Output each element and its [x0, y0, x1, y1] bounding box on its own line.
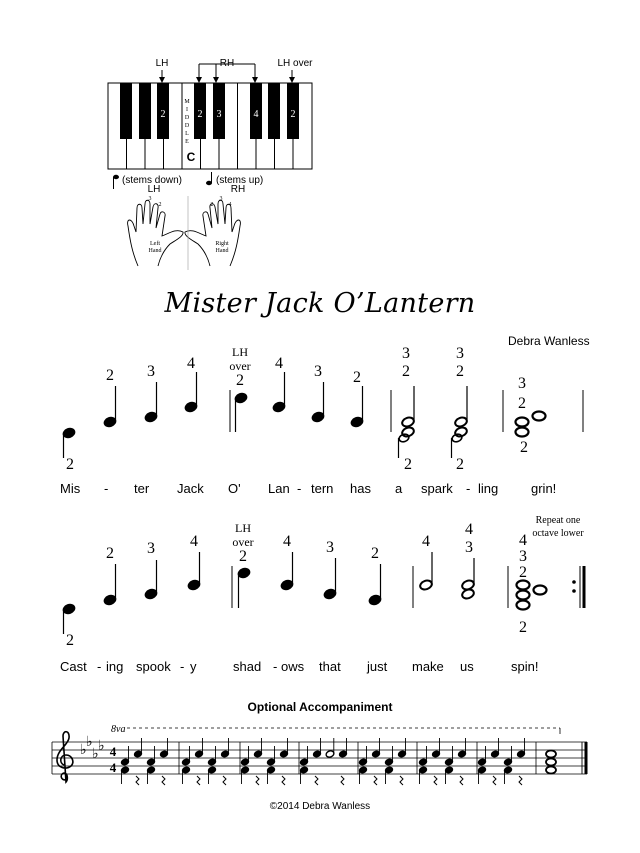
right-hand-label: Right: [215, 241, 229, 247]
final-whole-chord: [546, 751, 556, 774]
svg-text:♭: ♭: [80, 743, 87, 758]
middle-letter: L: [185, 131, 189, 137]
right-finger: 4: [228, 202, 232, 208]
lh-over-label: LH: [232, 345, 248, 359]
lyric: Jack: [177, 481, 204, 496]
quarter-note: [280, 552, 294, 591]
lyric: grin!: [531, 481, 557, 496]
finger-number: 3: [326, 539, 334, 556]
lyric: ter: [134, 481, 150, 496]
lh-over-label: over: [229, 359, 251, 373]
middle-letter: M: [184, 99, 190, 105]
time-signature-top: 4: [109, 744, 117, 759]
lh-over-label: over: [232, 535, 254, 549]
finger-number: 2: [404, 456, 412, 473]
whole-note-chord: [517, 581, 547, 610]
middle-letter: D: [184, 123, 190, 129]
lyric: spark: [421, 481, 453, 496]
lyric: just: [367, 659, 388, 674]
lyric: has: [350, 481, 371, 496]
half-note: [419, 552, 433, 591]
lyric: Mis: [60, 481, 81, 496]
quarter-note: [62, 427, 76, 458]
quarter-note: [323, 558, 337, 600]
finger-number: 2: [197, 109, 203, 120]
svg-text:♭: ♭: [92, 747, 99, 762]
quarter-rest: [162, 776, 165, 785]
left-finger: 2: [158, 202, 162, 208]
stems-up-note-icon: [206, 172, 212, 185]
half-note-chord: [398, 386, 415, 458]
quarter-rest: [256, 776, 259, 785]
finger-number: 3: [465, 539, 473, 556]
lyric: Lan: [268, 481, 290, 496]
lh-over-label: LH: [235, 521, 251, 535]
lyric: make: [412, 659, 444, 674]
lyric: -: [466, 481, 471, 496]
quarter-note: [144, 560, 158, 600]
finger-number: 2: [518, 395, 526, 412]
finger-number: 4: [519, 532, 527, 549]
lyric: -: [297, 481, 302, 496]
lyric: -: [180, 659, 185, 674]
accompaniment-title: Optional Accompaniment: [247, 700, 393, 714]
middle-c-label: C: [186, 150, 196, 164]
music-line-2: [0, 518, 640, 658]
finger-number: 2: [290, 109, 296, 120]
accompaniment-staff: [0, 718, 640, 798]
quarter-rest: [197, 776, 200, 785]
lyric: Cast: [60, 659, 87, 674]
finger-number: 3: [518, 375, 526, 392]
quarter-rest: [223, 776, 226, 785]
quarter-note: [234, 392, 248, 432]
music-line-1: [0, 340, 640, 480]
stems-down-note-icon: [113, 175, 119, 189]
finger-number: 3: [147, 540, 155, 557]
lyric: y: [190, 659, 197, 674]
finger-number: 2: [520, 439, 528, 456]
treble-clef-icon: [57, 732, 73, 782]
finger-number: 2: [371, 545, 379, 562]
half-note: [325, 750, 335, 758]
quarter-note: [237, 567, 251, 608]
finger-number: 2: [106, 367, 114, 384]
lyric: ows: [281, 659, 305, 674]
lh-over-label: LH over: [277, 58, 313, 69]
finger-number: 2: [519, 619, 527, 636]
left-hand-label: Hand: [148, 248, 162, 254]
svg-text:♭: ♭: [98, 739, 105, 754]
left-hand-label: Left: [150, 241, 160, 247]
white-keys: [108, 83, 312, 169]
quarter-note: [187, 552, 201, 591]
finger-number: 4: [465, 521, 473, 538]
finger-number: 2: [456, 363, 464, 380]
quarter-note: [103, 564, 117, 606]
quarter-rest: [519, 776, 522, 785]
quarter-rest: [434, 776, 437, 785]
lyric: tern: [311, 481, 334, 496]
right-finger: 2: [210, 202, 214, 208]
stems-down-label: (stems down): [122, 175, 183, 186]
finger-number: 2: [239, 548, 247, 565]
quarter-note: [103, 386, 117, 428]
middle-letter: E: [185, 139, 189, 145]
finger-number: 2: [160, 109, 166, 120]
quarter-note: [144, 382, 158, 423]
repeat-note-line: octave lower: [532, 528, 584, 539]
hand-lh-label: LH: [147, 184, 161, 195]
copyright: ©2014 Debra Wanless: [269, 801, 371, 812]
quarter-rest: [460, 776, 463, 785]
finger-number: 3: [519, 548, 527, 565]
whole-note-chord: [516, 412, 546, 437]
repeat-sign: [572, 566, 584, 608]
quarter-note: [62, 603, 76, 634]
right-hand-label: Hand: [215, 248, 229, 254]
left-finger: 3: [148, 196, 152, 202]
quarter-rest: [493, 776, 496, 785]
lyric: us: [460, 659, 474, 674]
lyric: ing: [106, 659, 124, 674]
quarter-rest: [341, 776, 344, 785]
lyric: spin!: [511, 659, 539, 674]
lyric: shad: [233, 659, 262, 674]
ottava-label: 8va: [111, 724, 126, 735]
repeat-note-line: Repeat one: [535, 515, 581, 526]
quarter-note: [368, 564, 382, 606]
middle-letter: D: [184, 115, 190, 121]
quarter-note: [350, 386, 364, 428]
lyric: -: [104, 481, 109, 496]
composer-name: Debra Wanless: [508, 334, 590, 348]
finger-number: 2: [236, 372, 244, 389]
lyric: spook: [136, 659, 171, 674]
middle-letter: I: [186, 107, 188, 113]
finger-number: 3: [314, 363, 322, 380]
finger-number: 4: [283, 533, 291, 550]
stems-up-label: (stems up): [216, 175, 264, 186]
quarter-rest: [374, 776, 377, 785]
finger-number: 3: [402, 345, 410, 362]
lyric: O': [228, 481, 241, 496]
lh-label: LH: [155, 58, 169, 69]
half-note-chord: [451, 386, 468, 458]
finger-number: 2: [456, 456, 464, 473]
hands-icon: [128, 196, 241, 270]
keyboard-diagram: [0, 0, 640, 280]
right-finger: 3: [219, 196, 223, 202]
finger-number: 4: [187, 355, 195, 372]
rh-label: RH: [219, 58, 235, 69]
accompaniment-notes: [120, 738, 536, 785]
hand-rh-label: RH: [230, 184, 246, 195]
finger-number: 2: [66, 456, 74, 473]
quarter-rest: [282, 776, 285, 785]
finger-number: 2: [353, 369, 361, 386]
lyric: that: [319, 659, 341, 674]
finger-number: 3: [216, 109, 222, 120]
lyric: ling: [478, 481, 499, 496]
finger-number: 2: [106, 545, 114, 562]
svg-text:♭: ♭: [86, 735, 93, 750]
lyric: a: [395, 481, 403, 496]
finger-number: 2: [519, 564, 527, 581]
lyric: -: [273, 659, 278, 674]
quarter-note: [272, 372, 286, 413]
quarter-rest: [136, 776, 139, 785]
finger-number: 4: [275, 355, 283, 372]
time-signature-bottom: 4: [109, 760, 117, 775]
quarter-rest: [315, 776, 318, 785]
quarter-note: [184, 372, 198, 413]
finger-number: 4: [190, 533, 198, 550]
half-note-chord: [461, 558, 475, 600]
finger-number: 2: [66, 632, 74, 649]
quarter-note: [311, 382, 325, 423]
quarter-rest: [400, 776, 403, 785]
song-title: Mister Jack O’Lantern: [164, 288, 476, 319]
finger-number: 2: [402, 363, 410, 380]
finger-number: 3: [147, 363, 155, 380]
finger-number: 4: [422, 533, 430, 550]
lyric: -: [97, 659, 102, 674]
finger-number: 4: [253, 109, 259, 120]
finger-number: 3: [456, 345, 464, 362]
